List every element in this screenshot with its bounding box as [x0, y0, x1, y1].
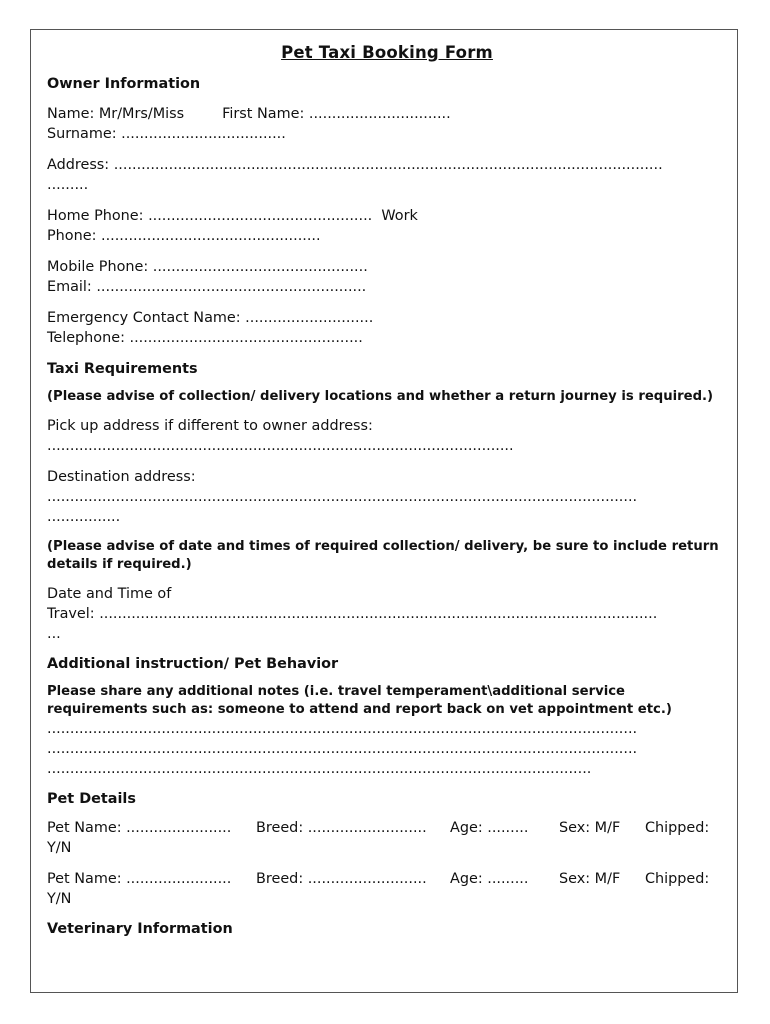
destination-field[interactable]: ................................................................................................................................. — [47, 489, 638, 505]
age-field[interactable]: Age: ......... — [450, 871, 529, 887]
telephone-field[interactable]: Telephone: ................................................... — [47, 330, 363, 346]
travel-field[interactable]: Travel: .......................................................................................................................... — [47, 606, 658, 622]
email-field[interactable]: Email: ........................................................... — [47, 279, 367, 295]
pet-row-1 — [47, 818, 727, 858]
pet-row-2 — [47, 869, 727, 909]
pet-name-field[interactable]: Pet Name: ....................... — [47, 820, 232, 836]
pet-details-heading: Pet Details — [47, 791, 136, 807]
owner-heading: Owner Information — [47, 76, 201, 92]
vet-heading: Veterinary Information — [47, 921, 233, 937]
additional-note: Please share any additional notes (i.e. travel temperament\additional service requirements such as: someone to attend and report back on vet appointment etc.) — [47, 684, 672, 717]
address-field-cont[interactable]: ......... — [47, 177, 89, 193]
form-content — [47, 40, 727, 937]
sex-field[interactable]: Sex: M/F — [559, 871, 621, 887]
additional-line-1[interactable]: ................................................................................................................................. — [47, 721, 638, 737]
chipped-field[interactable]: Y/N — [47, 891, 72, 907]
destination-label: Destination address: — [47, 469, 196, 485]
travel-field-cont[interactable]: ... — [47, 626, 61, 642]
additional-heading: Additional instruction/ Pet Behavior — [47, 656, 339, 672]
breed-field[interactable]: Breed: .......................... — [256, 820, 427, 836]
pickup-label: Pick up address if different to owner address: — [47, 418, 373, 434]
sex-field[interactable]: Sex: M/F — [559, 820, 621, 836]
pickup-field[interactable]: ...................................................................................................... — [47, 438, 514, 454]
taxi-note-times: (Please advise of date and times of required collection/ delivery, be sure to include return details if required.) — [47, 539, 719, 572]
breed-field[interactable]: Breed: .......................... — [256, 871, 427, 887]
additional-line-2[interactable]: ................................................................................................................................. — [47, 741, 638, 757]
work-label: Work — [381, 208, 418, 224]
surname-field[interactable]: Surname: .................................... — [47, 126, 286, 142]
age-field[interactable]: Age: ......... — [450, 820, 529, 836]
destination-field-cont[interactable]: ................ — [47, 509, 121, 525]
chipped-label: Chipped: — [645, 820, 710, 836]
mobile-phone-field[interactable]: Mobile Phone: ............................................... — [47, 259, 368, 275]
chipped-label: Chipped: — [645, 871, 710, 887]
first-name-field[interactable]: First Name: ............................... — [222, 106, 451, 122]
datetime-label: Date and Time of — [47, 586, 172, 602]
name-label: Name: Mr/Mrs/Miss — [47, 106, 185, 122]
home-phone-field[interactable]: Home Phone: ................................................. — [47, 208, 373, 224]
form-title: Pet Taxi Booking Form — [281, 43, 493, 62]
chipped-field[interactable]: Y/N — [47, 840, 72, 856]
address-field[interactable]: Address: ........................................................................................................................ — [47, 157, 663, 173]
taxi-heading: Taxi Requirements — [47, 361, 198, 377]
pet-name-field[interactable]: Pet Name: ....................... — [47, 871, 232, 887]
work-phone-field[interactable]: Phone: ................................................ — [47, 228, 321, 244]
additional-line-3[interactable]: ....................................................................................................................... — [47, 761, 592, 777]
taxi-note-locations: (Please advise of collection/ delivery locations and whether a return journey is required.) — [47, 389, 714, 404]
phone-row — [47, 206, 727, 226]
name-row — [47, 104, 727, 124]
emergency-contact-field[interactable]: Emergency Contact Name: ............................ — [47, 310, 374, 326]
